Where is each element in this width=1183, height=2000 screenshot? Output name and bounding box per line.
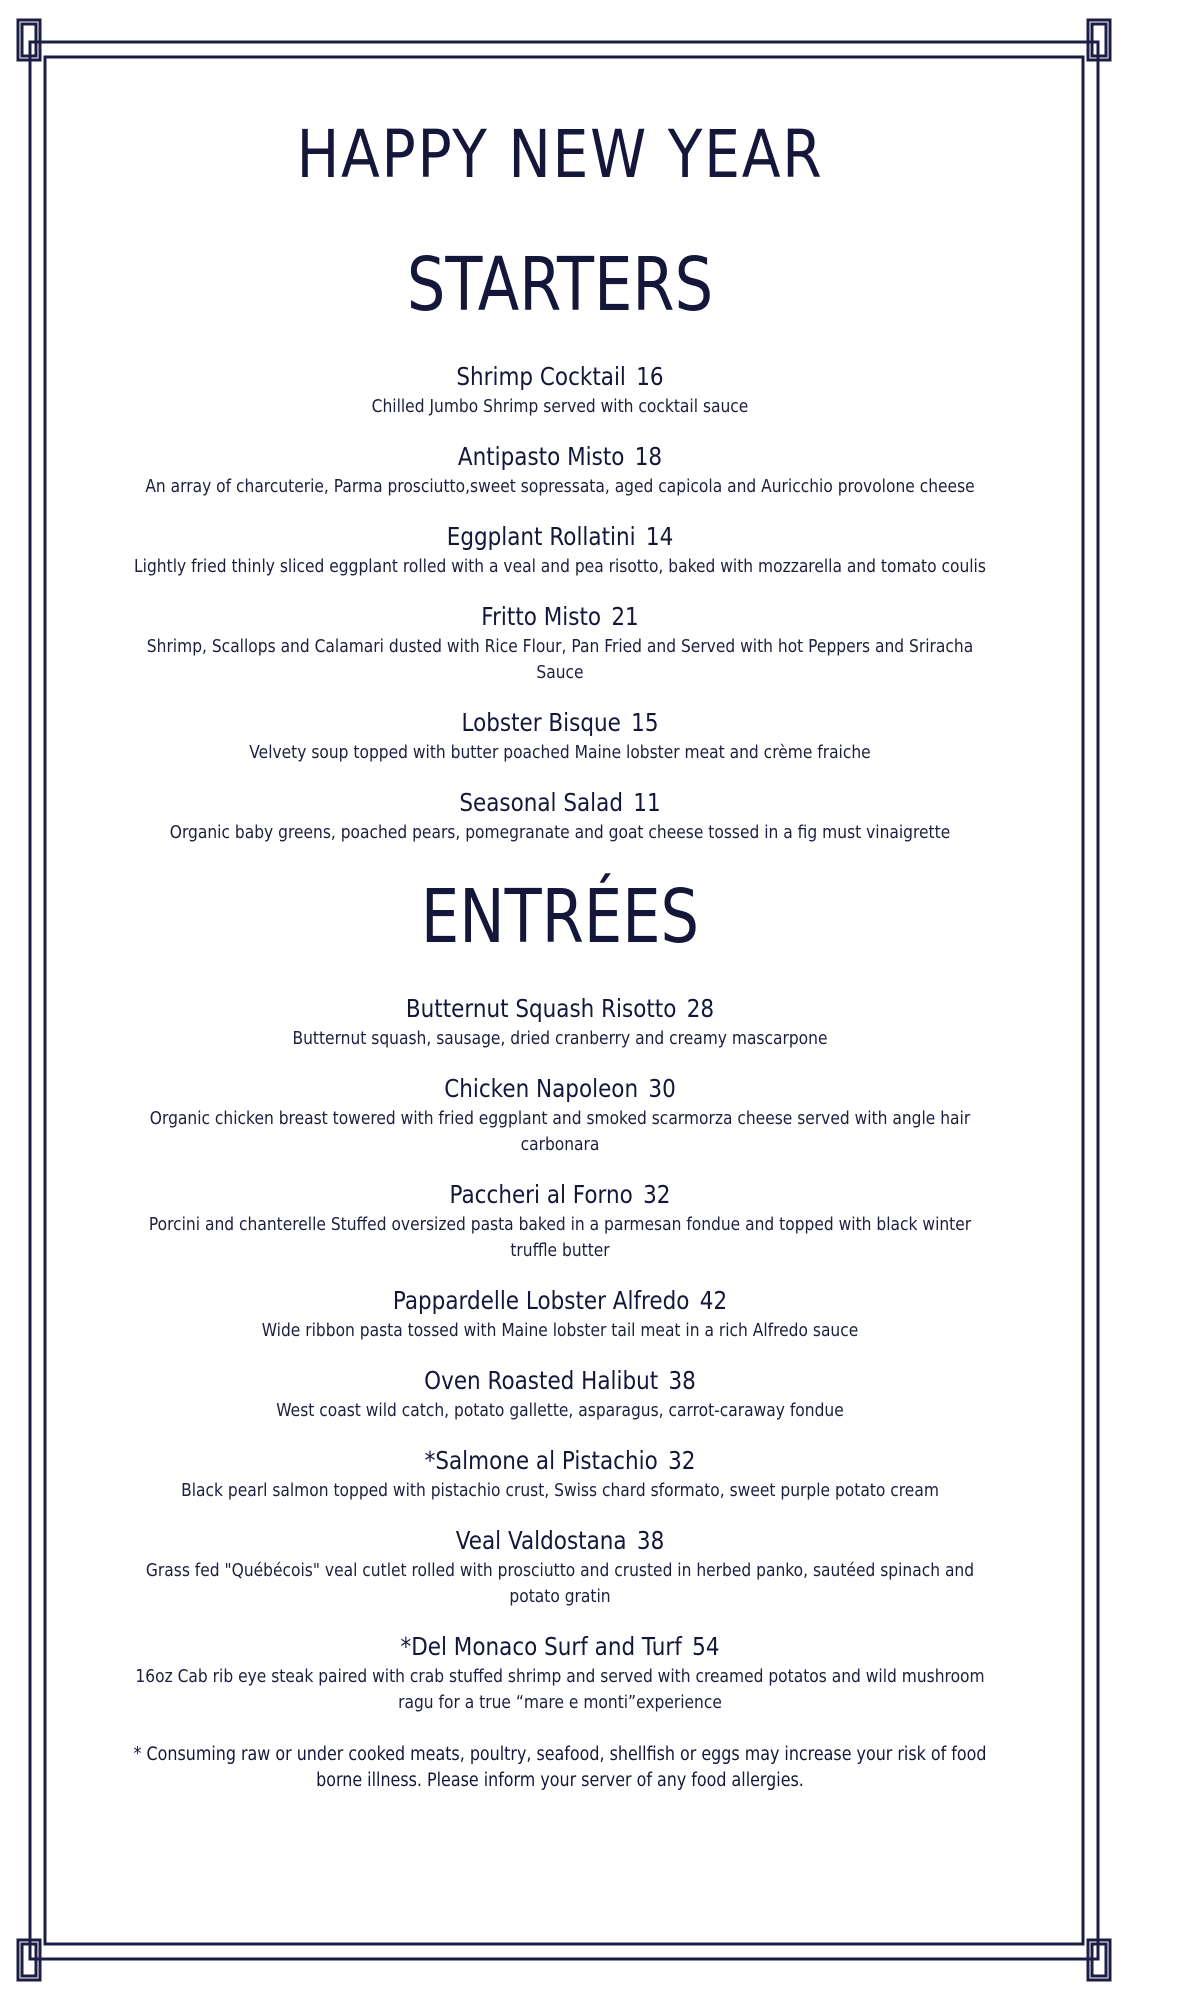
item-name: Shrimp Cocktail bbox=[456, 362, 626, 391]
item-price: 16 bbox=[636, 362, 664, 391]
menu-item bbox=[115, 1444, 1005, 1504]
item-price: 54 bbox=[692, 1632, 720, 1661]
item-price: 42 bbox=[699, 1286, 728, 1315]
menu-item bbox=[115, 706, 1005, 766]
menu-item bbox=[115, 1524, 1005, 1610]
item-price: 18 bbox=[634, 442, 663, 471]
entrees-list bbox=[115, 992, 1005, 1716]
item-description: Wide ribbon pasta tossed with Maine lobster tail meat in a rich Alfredo sauce bbox=[261, 1320, 859, 1341]
item-description: Lightly fried thinly sliced eggplant rolled with a veal and pea risotto, baked with mozzarella and tomato coulis bbox=[134, 556, 986, 577]
menu-title: HAPPY NEW YEAR bbox=[296, 116, 824, 193]
item-description: West coast wild catch, potato gallette, asparagus, carrot-caraway fondue bbox=[276, 1400, 844, 1421]
menu-item bbox=[115, 520, 1005, 580]
item-name: Paccheri al Forno bbox=[449, 1180, 633, 1209]
item-description: Organic chicken breast towered with fried eggplant and smoked scarmorza cheese served with angle hair carbonara bbox=[149, 1108, 971, 1155]
item-price: 21 bbox=[611, 602, 639, 631]
item-name: Antipasto Misto bbox=[457, 442, 625, 471]
item-name: Chicken Napoleon bbox=[444, 1074, 639, 1103]
item-description: 16oz Cab rib eye steak paired with crab stuffed shrimp and served with creamed potatos and wild mushroom ragu for a true “mare e monti”experience bbox=[135, 1666, 985, 1713]
item-description: Chilled Jumbo Shrimp served with cocktail sauce bbox=[371, 396, 749, 417]
menu-item bbox=[115, 1284, 1005, 1344]
item-name: Fritto Misto bbox=[481, 602, 602, 631]
item-name: Seasonal Salad bbox=[459, 788, 623, 817]
item-description: Porcini and chanterelle Stuffed oversized pasta baked in a parmesan fondue and topped with black winter truffle butter bbox=[148, 1214, 972, 1261]
item-name: Oven Roasted Halibut bbox=[424, 1366, 659, 1395]
item-name: *Salmone al Pistachio bbox=[424, 1446, 658, 1475]
menu-item bbox=[115, 360, 1005, 420]
item-description: Shrimp, Scallops and Calamari dusted with Rice Flour, Pan Fried and Served with hot Peppers and Sriracha Sauce bbox=[146, 636, 974, 683]
menu-item bbox=[115, 600, 1005, 686]
item-description: Black pearl salmon topped with pistachio crust, Swiss chard sformato, sweet purple potato cream bbox=[181, 1480, 939, 1501]
item-name: Pappardelle Lobster Alfredo bbox=[392, 1286, 690, 1315]
menu-item bbox=[115, 1178, 1005, 1264]
item-price: 14 bbox=[645, 522, 674, 551]
item-description: Organic baby greens, poached pears, pomegranate and goat cheese tossed in a fig must vinaigrette bbox=[169, 822, 951, 843]
menu-content bbox=[115, 110, 1005, 1794]
item-price: 15 bbox=[631, 708, 659, 737]
item-description: An array of charcuterie, Parma prosciutto,sweet sopressata, aged capicola and Auricchio provolone cheese bbox=[145, 476, 975, 497]
item-price: 38 bbox=[668, 1366, 696, 1395]
menu-item bbox=[115, 786, 1005, 846]
menu-item bbox=[115, 440, 1005, 500]
starters-list bbox=[115, 360, 1005, 846]
item-description: Grass fed "Québécois" veal cutlet rolled with prosciutto and crusted in herbed panko, sautéed spinach and potato gratin bbox=[145, 1560, 975, 1607]
item-price: 11 bbox=[633, 788, 661, 817]
item-name: Butternut Squash Risotto bbox=[405, 994, 677, 1023]
item-name: Lobster Bisque bbox=[461, 708, 621, 737]
item-price: 38 bbox=[636, 1526, 665, 1555]
item-price: 32 bbox=[668, 1446, 696, 1475]
item-name: Veal Valdostana bbox=[455, 1526, 627, 1555]
item-price: 30 bbox=[648, 1074, 676, 1103]
item-name: Eggplant Rollatini bbox=[446, 522, 636, 551]
menu-item bbox=[115, 1364, 1005, 1424]
item-price: 32 bbox=[643, 1180, 671, 1209]
entrees-heading: ENTRÉES bbox=[420, 874, 700, 960]
item-description: Butternut squash, sausage, dried cranberry and creamy mascarpone bbox=[292, 1028, 828, 1049]
menu-item bbox=[115, 992, 1005, 1052]
item-description: Velvety soup topped with butter poached Maine lobster meat and crème fraiche bbox=[249, 742, 871, 763]
menu-item bbox=[115, 1072, 1005, 1158]
menu-item bbox=[115, 1630, 1005, 1716]
item-name: *Del Monaco Surf and Turf bbox=[400, 1632, 682, 1661]
allergy-note: * Consuming raw or under cooked meats, poultry, seafood, shellfish or eggs may increase your risk of food borne illness. Please inform your server of any food allergies. bbox=[133, 1744, 987, 1791]
item-price: 28 bbox=[686, 994, 715, 1023]
starters-heading: STARTERS bbox=[406, 242, 714, 328]
